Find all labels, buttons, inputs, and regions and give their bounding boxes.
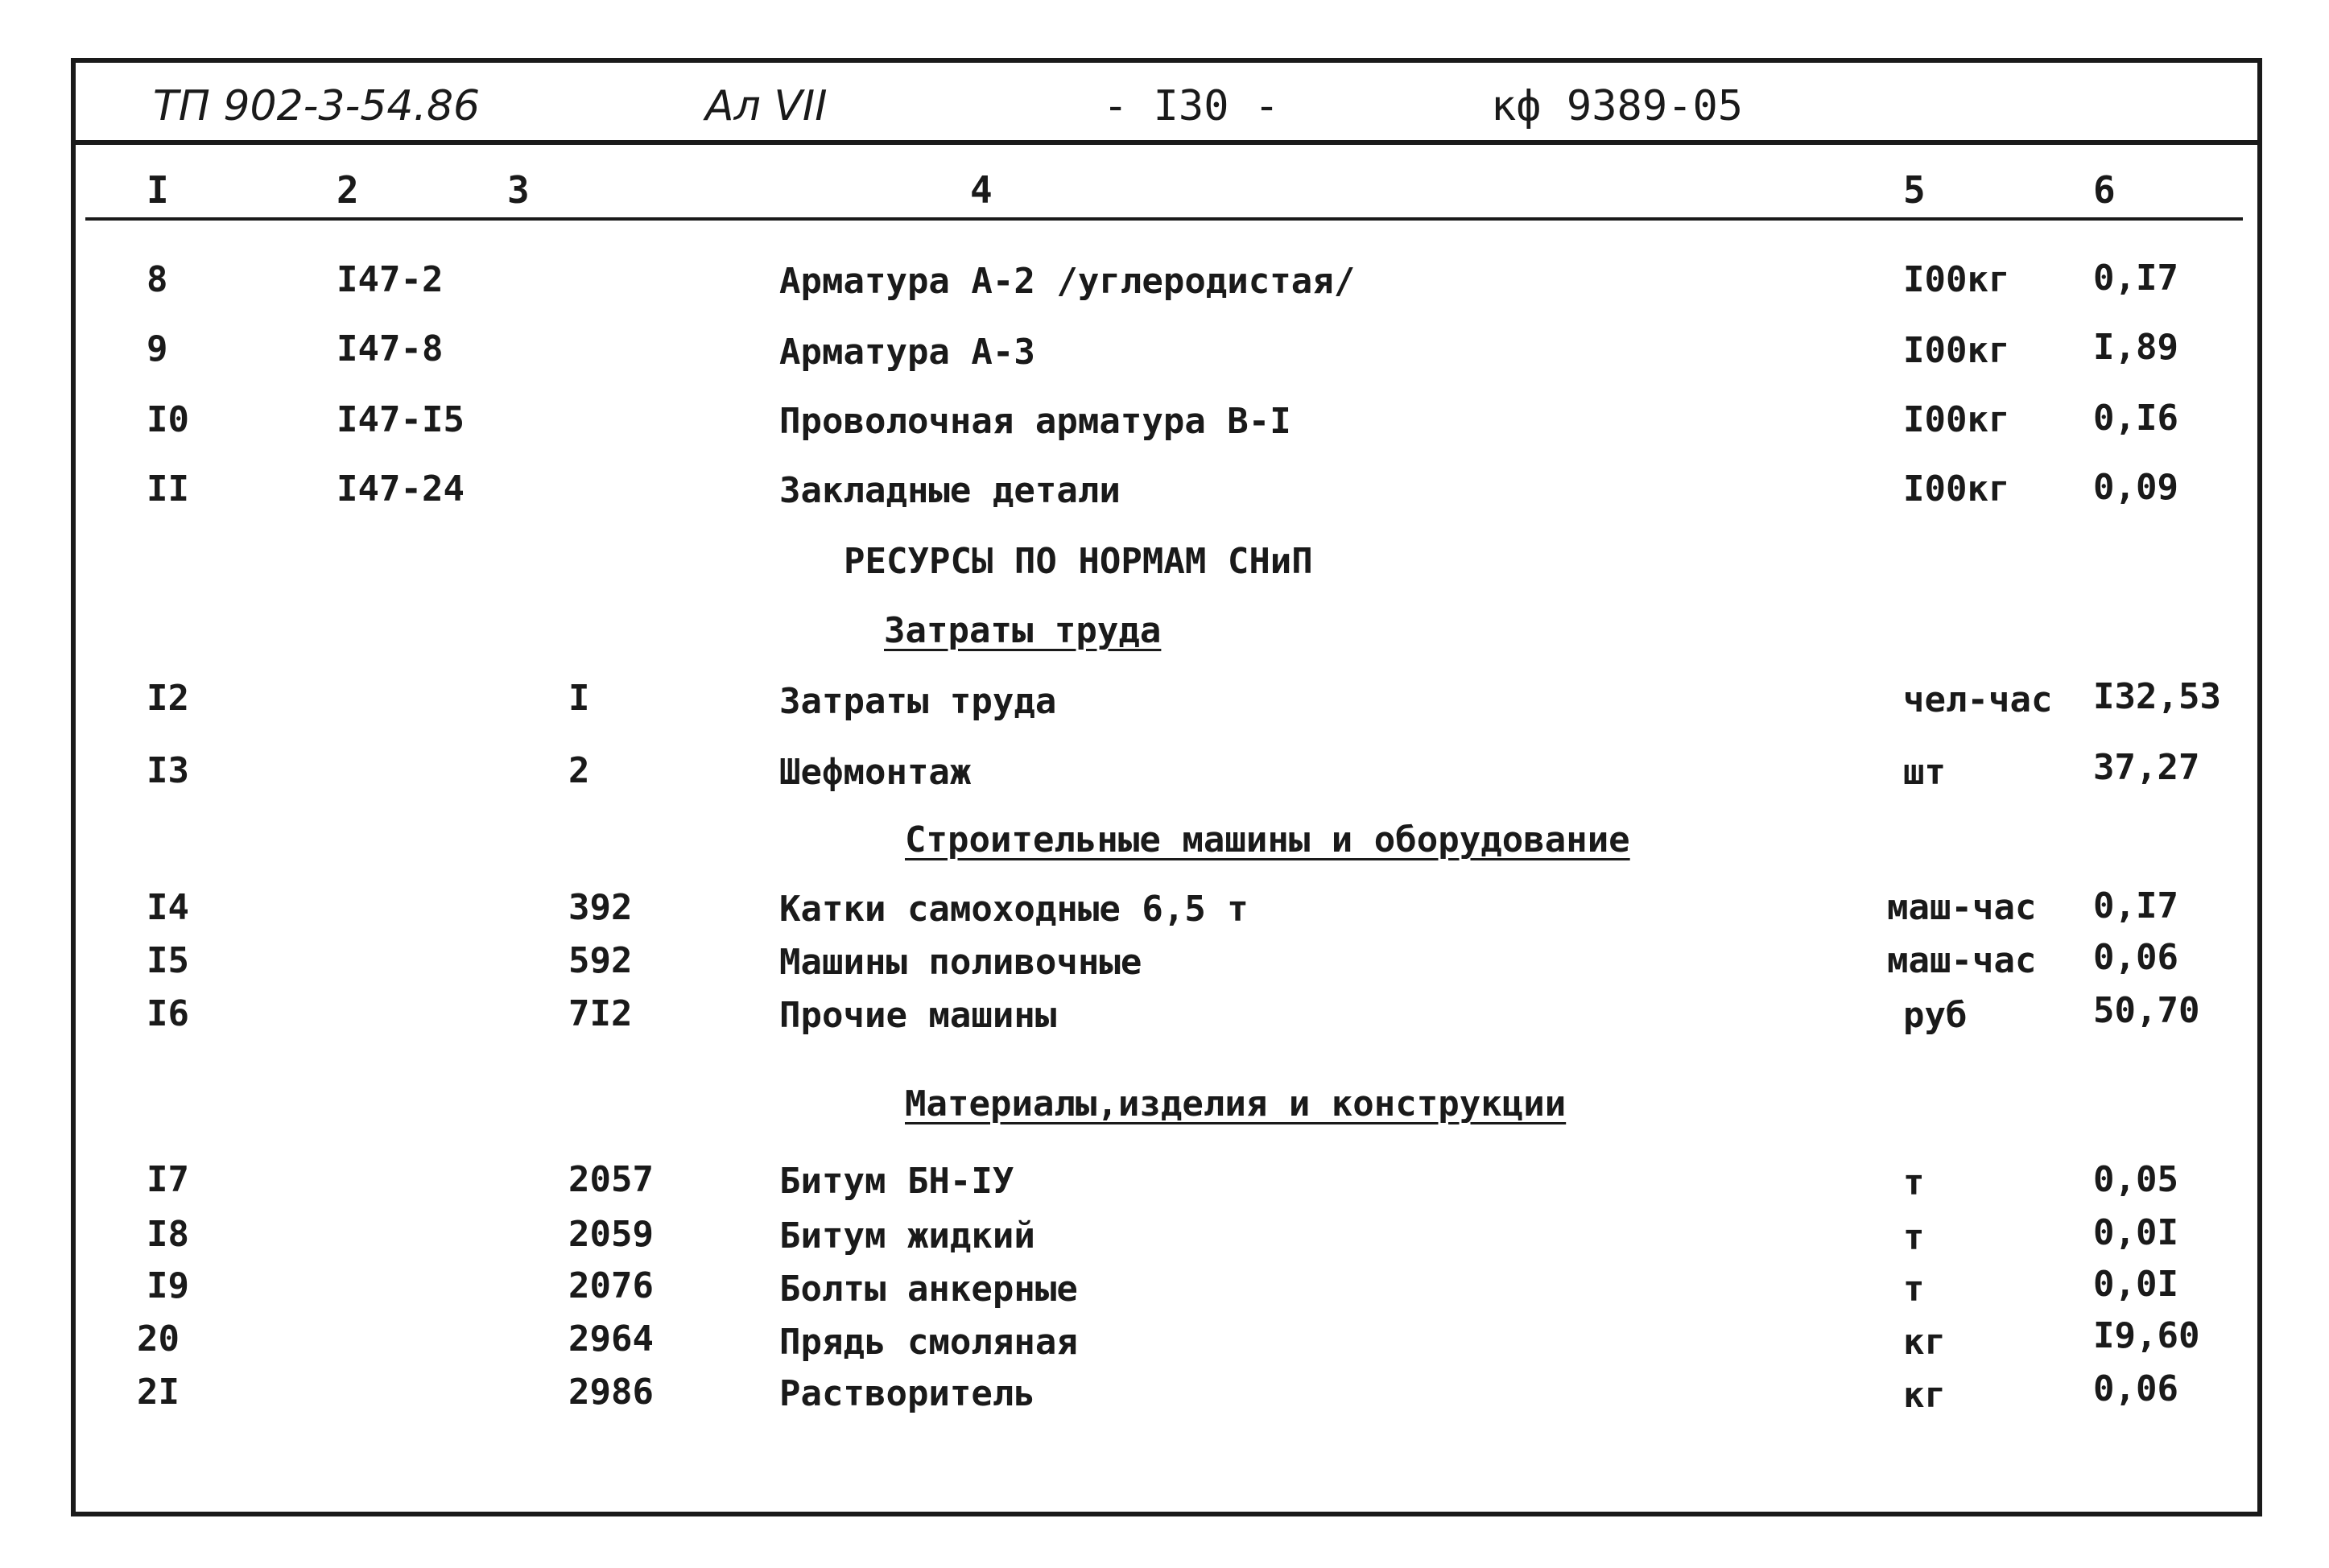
item-name: Болты анкерные bbox=[779, 1269, 1078, 1310]
row-number: 20 bbox=[137, 1318, 180, 1360]
quantity: 0,I7 bbox=[2093, 258, 2178, 299]
item-name: Закладные детали bbox=[779, 470, 1121, 511]
row-number: 9 bbox=[147, 328, 168, 369]
item-name: Арматура А-3 bbox=[779, 332, 1035, 373]
resource-code: 2964 bbox=[568, 1318, 654, 1360]
header-divider bbox=[71, 140, 2262, 145]
section-labor-heading: Затраты труда bbox=[884, 610, 1162, 651]
item-name: Арматура А-2 /углеродистая/ bbox=[779, 261, 1356, 302]
norm-code: I47-8 bbox=[337, 328, 444, 369]
quantity: 0,06 bbox=[2093, 1368, 2178, 1409]
section-machines-heading: Строительные машины и оборудование bbox=[905, 819, 1630, 860]
column-number-5: 5 bbox=[1903, 168, 1926, 212]
page-number: - I30 - bbox=[1103, 82, 1280, 130]
album-number: Ал VII bbox=[705, 82, 828, 130]
unit: маш-час bbox=[1887, 940, 2037, 981]
quantity: I32,53 bbox=[2093, 676, 2221, 717]
item-name: Битум БН-IУ bbox=[779, 1161, 1014, 1202]
quantity: 0,09 bbox=[2093, 467, 2178, 508]
quantity: 37,27 bbox=[2093, 747, 2200, 788]
row-number: I8 bbox=[147, 1214, 189, 1255]
item-name: Растворитель bbox=[779, 1373, 1035, 1414]
document-code: кф 9389-05 bbox=[1491, 82, 1744, 130]
column-number-2: 2 bbox=[337, 168, 359, 212]
row-number: I0 bbox=[147, 399, 189, 440]
item-name: Катки самоходные 6,5 т bbox=[779, 889, 1249, 930]
unit: I00кг bbox=[1903, 399, 2010, 440]
quantity: I,89 bbox=[2093, 327, 2178, 368]
row-number: I3 bbox=[147, 750, 189, 791]
row-number: I2 bbox=[147, 678, 189, 719]
quantity: I9,60 bbox=[2093, 1315, 2200, 1356]
quantity: 0,06 bbox=[2093, 937, 2178, 978]
row-number: I6 bbox=[147, 993, 189, 1034]
unit: кг bbox=[1903, 1322, 1946, 1363]
row-number: 2I bbox=[137, 1372, 180, 1413]
norm-code: I47-I5 bbox=[337, 399, 465, 440]
column-number-6: 6 bbox=[2093, 168, 2116, 212]
quantity: 50,70 bbox=[2093, 990, 2200, 1031]
quantity: 0,05 bbox=[2093, 1159, 2178, 1200]
resource-code: 2076 bbox=[568, 1265, 654, 1306]
item-name: Битум жидкий bbox=[779, 1215, 1035, 1256]
quantity: 0,I6 bbox=[2093, 398, 2178, 439]
item-name: Затраты труда bbox=[779, 681, 1057, 722]
unit: т bbox=[1903, 1162, 1925, 1203]
norm-code: I47-2 bbox=[337, 259, 444, 300]
column-number-1: I bbox=[147, 168, 169, 212]
item-name: Проволочная арматура В-I bbox=[779, 401, 1291, 442]
resource-code: 592 bbox=[568, 940, 633, 981]
row-number: II bbox=[147, 468, 189, 510]
resource-code: 2059 bbox=[568, 1214, 654, 1255]
resource-code: I bbox=[568, 678, 590, 719]
section-resources-heading: РЕСУРСЫ ПО НОРМАМ СНиП bbox=[844, 541, 1313, 582]
unit: маш-час bbox=[1887, 887, 2037, 928]
row-number: 8 bbox=[147, 259, 168, 300]
unit: чел-час bbox=[1903, 679, 2053, 720]
unit: I00кг bbox=[1903, 259, 2010, 300]
row-number: I7 bbox=[147, 1159, 189, 1200]
item-name: Прочие машины bbox=[779, 995, 1057, 1036]
unit: кг bbox=[1903, 1375, 1946, 1416]
resource-code: 7I2 bbox=[568, 993, 633, 1034]
row-number: I5 bbox=[147, 940, 189, 981]
unit: I00кг bbox=[1903, 468, 2010, 510]
unit: т bbox=[1903, 1269, 1925, 1310]
quantity: 0,I7 bbox=[2093, 885, 2178, 926]
resource-code: 2057 bbox=[568, 1159, 654, 1200]
row-number: I4 bbox=[147, 887, 189, 928]
project-number: ТП 902-3-54.86 bbox=[153, 82, 481, 130]
column-header-divider bbox=[85, 217, 2243, 221]
column-number-4: 4 bbox=[970, 168, 993, 212]
norm-code: I47-24 bbox=[337, 468, 465, 510]
quantity: 0,0I bbox=[2093, 1264, 2178, 1305]
resource-code: 2986 bbox=[568, 1372, 654, 1413]
item-name: Прядь смоляная bbox=[779, 1322, 1078, 1363]
resource-code: 392 bbox=[568, 887, 633, 928]
unit: I00кг bbox=[1903, 330, 2010, 371]
row-number: I9 bbox=[147, 1265, 189, 1306]
column-number-3: 3 bbox=[507, 168, 530, 212]
section-materials-heading: Материалы,изделия и конструкции bbox=[905, 1083, 1567, 1124]
unit: шт bbox=[1903, 752, 1946, 793]
unit: руб bbox=[1903, 995, 1968, 1036]
item-name: Машины поливочные bbox=[779, 942, 1142, 983]
unit: т bbox=[1903, 1217, 1925, 1258]
quantity: 0,0I bbox=[2093, 1212, 2178, 1253]
item-name: Шефмонтаж bbox=[779, 752, 972, 793]
resource-code: 2 bbox=[568, 750, 590, 791]
